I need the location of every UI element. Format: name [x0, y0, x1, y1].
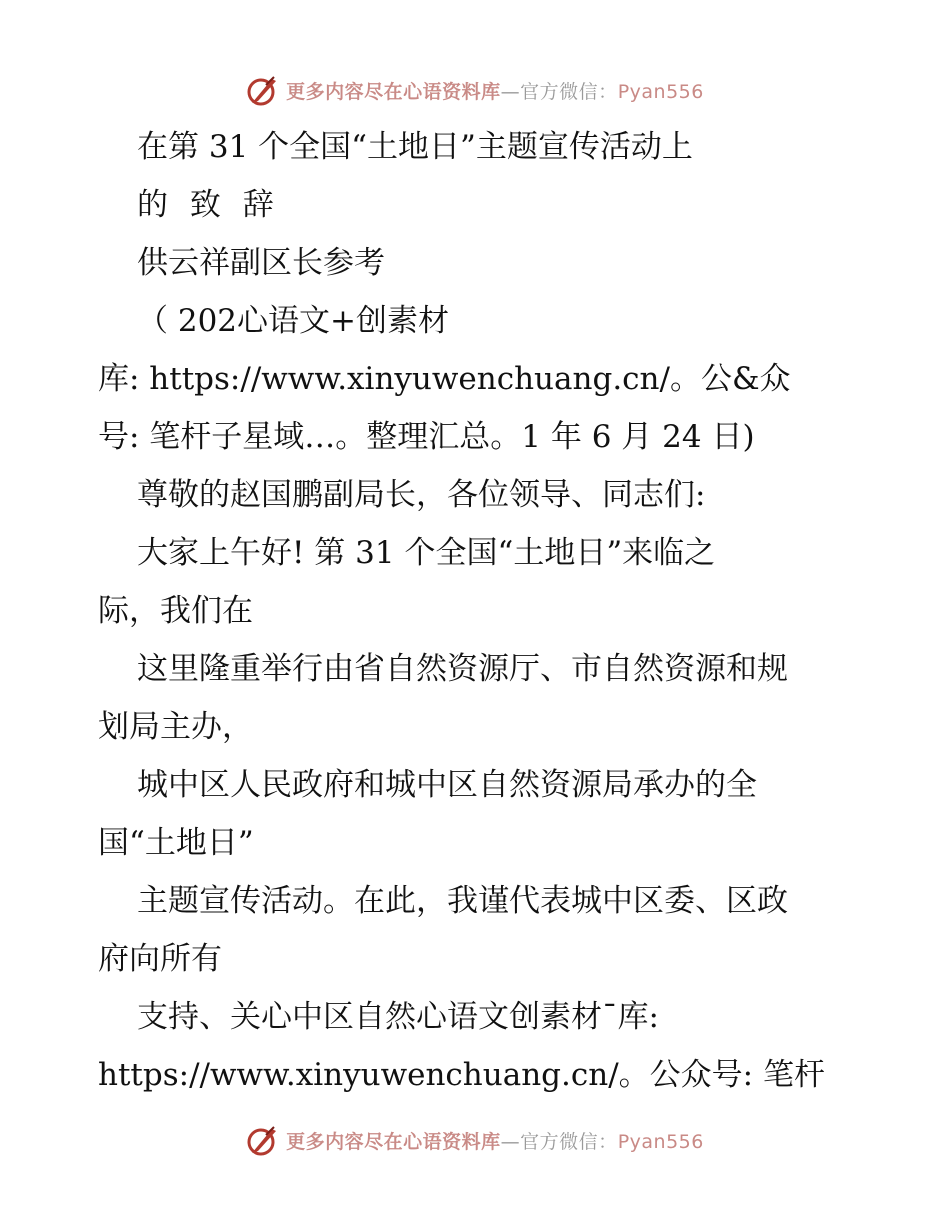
source-note-line-3: 号: 笔杆子星域…。整理汇总。1 年 6 月 24 日)	[98, 419, 755, 455]
watermark-separator: —	[500, 1130, 521, 1153]
watermark-wechat-id: Pyan556	[617, 1130, 704, 1153]
quill-logo-icon	[246, 73, 280, 107]
paragraph-line: https://www.xinyuwenchuang.cn/。公众号: 笔杆	[98, 1057, 825, 1093]
watermark-separator: —	[500, 80, 521, 103]
salutation-line: 尊敬的赵国鹏副局长，各位领导、同志们:	[137, 477, 706, 513]
quill-logo-icon	[246, 1123, 280, 1157]
watermark-header	[0, 70, 950, 110]
paragraph-line: 支持、关心中区自然心语文创素材¯库:	[137, 999, 659, 1035]
subtitle-line: 供云祥副区长参考	[137, 245, 385, 281]
paragraph-line: 府向所有	[98, 941, 222, 977]
paragraph-line: 划局主办，	[98, 709, 253, 745]
watermark-title: 更多内容尽在心语资料库	[286, 1130, 501, 1153]
title-line-1: 在第 31 个全国“土地日”主题宣传活动上	[137, 129, 693, 165]
paragraph-line: 这里隆重举行由省自然资源厅、市自然资源和规	[137, 651, 788, 687]
watermark-wechat-label: 官方微信：	[520, 80, 618, 103]
watermark-wechat-id: Pyan556	[617, 80, 704, 103]
source-note-line-1: （ 202心语文+创素材	[137, 303, 449, 339]
watermark-title: 更多内容尽在心语资料库	[286, 80, 501, 103]
paragraph-line: 国“土地日”	[98, 825, 254, 861]
source-note-line-2: 库: https://www.xinyuwenchuang.cn/。公&众	[98, 361, 791, 397]
watermark-footer	[0, 1120, 950, 1160]
paragraph-line: 主题宣传活动。在此，我谨代表城中区委、区政	[137, 883, 788, 919]
title-line-2: 的 致 辞	[137, 187, 280, 223]
paragraph-line: 际，我们在	[98, 593, 253, 629]
paragraph-line: 城中区人民政府和城中区自然资源局承办的全	[137, 767, 757, 803]
paragraph-line: 大家上午好! 第 31 个全国“土地日”来临之	[137, 535, 716, 571]
watermark-wechat-label: 官方微信：	[520, 1130, 618, 1153]
